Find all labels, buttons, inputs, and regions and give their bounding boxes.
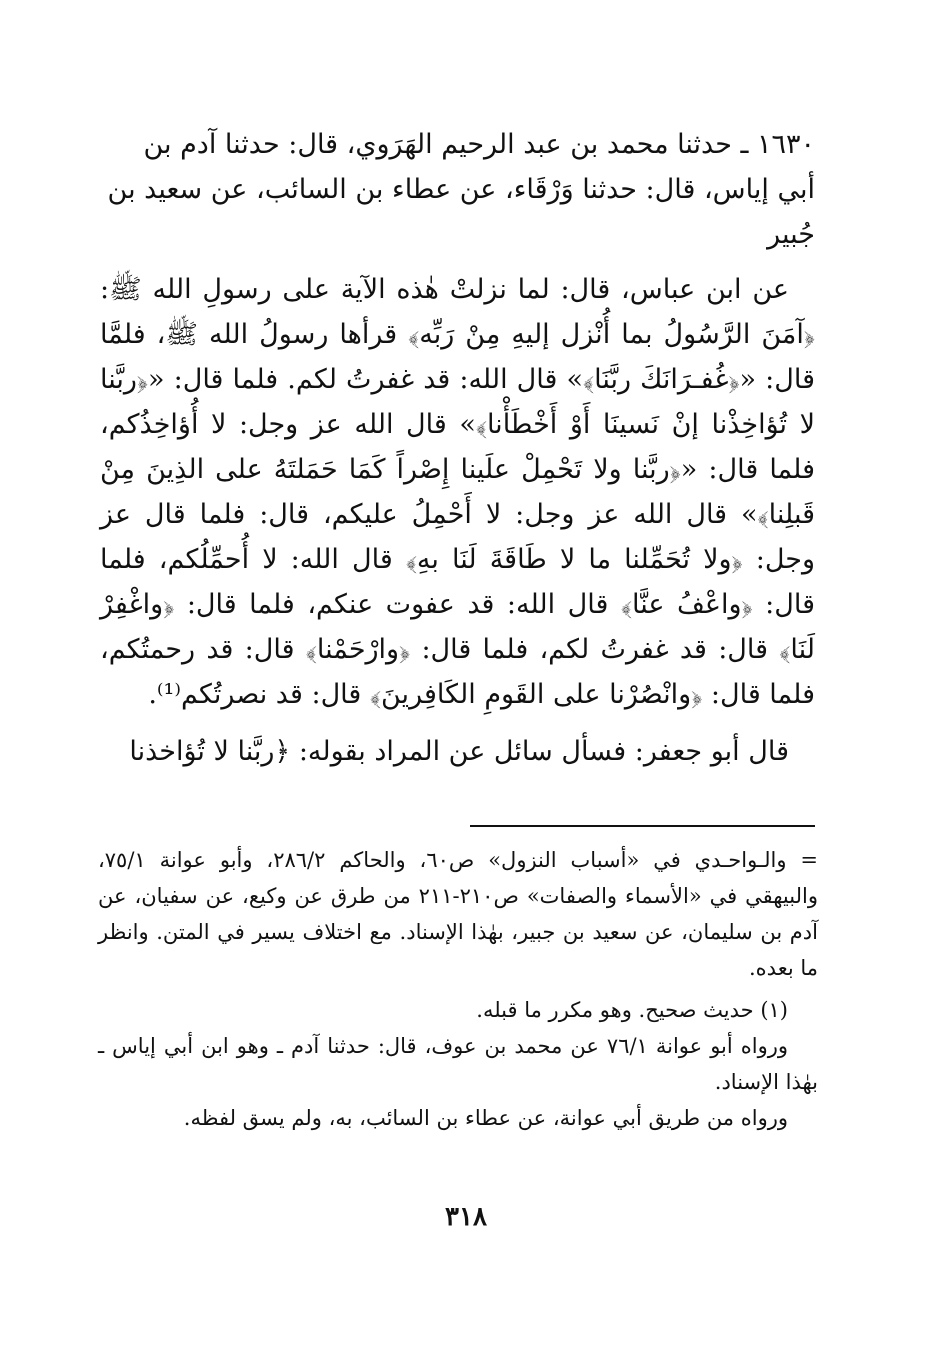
- footnote-1: (١) حديث صحيح. وهو مكرر ما قبله.: [476, 998, 788, 1022]
- main-text-block: [100, 122, 815, 774]
- commentary-paragraph: قال أبو جعفر: فسأل سائل عن المراد بقوله: ﴿ربَّنا لا تُؤاخذنا: [129, 736, 789, 767]
- footnote-separator: [470, 825, 815, 827]
- page-number: ٣١٨: [445, 1202, 487, 1232]
- hadith-isnad: [100, 122, 815, 257]
- footnote-1-more: ورواه من طريق أبي عوانة، عن عطاء بن السائب، به، ولم يسق لفظه.: [183, 1106, 788, 1130]
- hadith-text: عن ابن عباس، قال: لما نزلتْ هٰذه الآية على رسولِ الله ﷺ: ﴿آمَنَ الرَّسُولُ بما أُنْزل إليهِ مِنْ رَبِّه﴾ قرأها رسولُ الله ﷺ، فلمَّا قال: «﴿غُفـرَانَكَ ربَّنَا﴾» قال الله: قد غفرتُ لكم. فلما قال: «﴿ربَّنا لا تُؤاخِذْنا إنْ نَسينَا أَوْ أَخْطَأْنا﴾» قال الله عز وجل: لا أُؤاخِذُكم، فلما قال: «﴿ربَّنا ولا تَحْمِلْ علَينا إِصْراً كَمَا حَمَلتَهُ على الذِينَ مِنْ قَبلِنا﴾» قال الله عز وجل: لا أَحْمِلُ عليكم، قال: فلما قال عز وجل: ﴿ولا تُحَمِّلنا ما لا طَاقَةَ لَنَا بهِ﴾ قال الله: لا أُحمِّلُكم، فلما قال: ﴿واعْفُ عنَّا﴾ قال الله: قد عفوت عنكم، فلما قال: ﴿واغْفِرْ لَنَا﴾ قال: قد غفرتُ لكم، فلما قال: ﴿وارْحَمْنا﴾ قال: قد رحمتُكم، فلما قال: ﴿وانْصُرْنا على القَومِ الكَافِرينَ﴾ قال: قد نصرتُكم⁽¹⁾.: [100, 274, 815, 710]
- isnad-line: جُبير: [767, 219, 815, 250]
- isnad-line: ١٦٣٠ ـ حدثنا محمد بن عبد الرحيم الهَرَوي، قال: حدثنا آدم بن: [143, 129, 815, 160]
- footnote-continued: = والـواحـدي في «أسباب النزول» ص٦٠، والحاكم ٢٨٦/٢، وأبو عوانة ٧٥/١، والبيهقي في «الأسماء والصفات» ص٢١٠-٢١١ من طرق عن وكيع، عن سفيان، عن آدم بن سليمان، عن سعيد بن جبير، بهٰذا الإسناد. مع اختلاف يسير في المتن. وانظر ما بعده.: [98, 848, 818, 980]
- footnote-1-continued: ورواه أبو عوانة ٧٦/١ عن محمد بن عوف، قال: حدثنا آدم ـ وهو ابن أبي إياس ـ بهٰذا الإسناد.: [98, 1034, 818, 1094]
- isnad-line: أبي إياس، قال: حدثنا وَرْقَاء، عن عطاء بن السائب، عن سعيد بن: [107, 174, 815, 205]
- footnotes-block: [98, 842, 818, 1136]
